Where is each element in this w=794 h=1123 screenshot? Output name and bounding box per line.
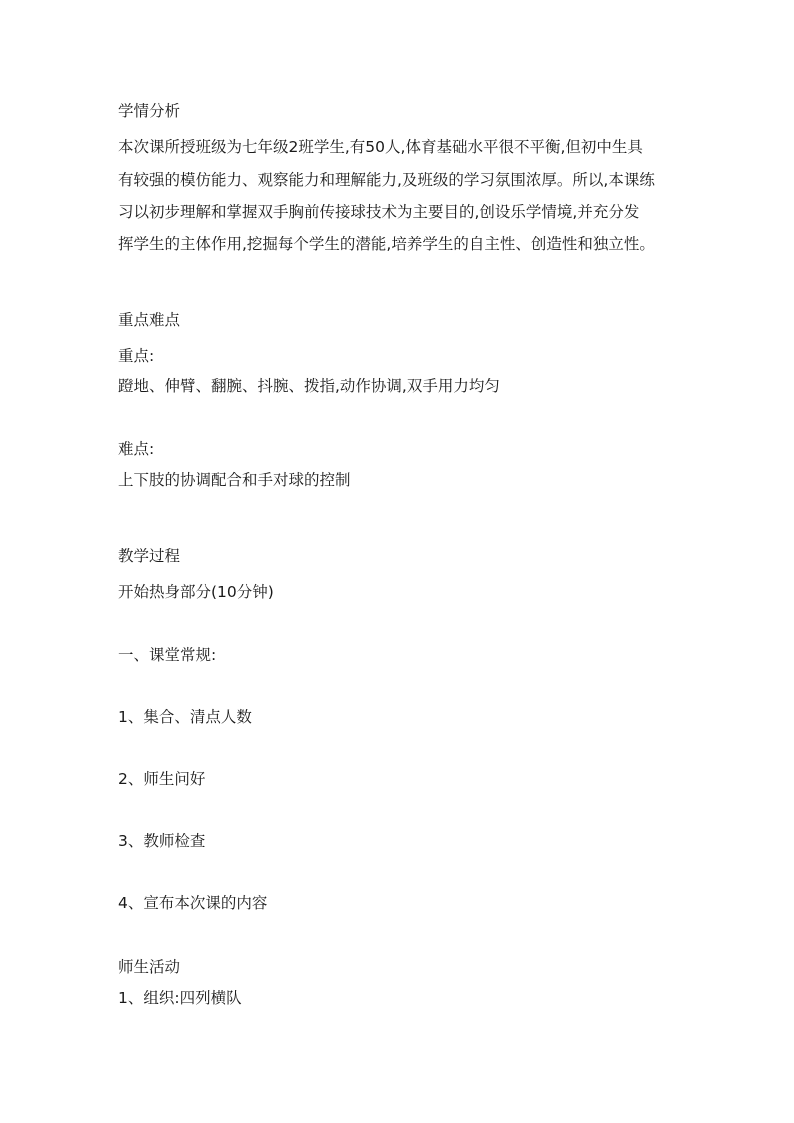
activity-item: 1、组织:四列横队 <box>118 989 242 1007</box>
analysis-heading: 学情分析 <box>118 102 181 120</box>
process-heading: 教学过程 <box>118 547 181 565</box>
focus-label: 重点: <box>118 347 155 365</box>
difficulty-label: 难点: <box>118 440 155 458</box>
routine-item: 4、宣布本次课的内容 <box>118 894 268 912</box>
difficulty-text: 上下肢的协调配合和手对球的控制 <box>118 471 351 489</box>
activities-heading: 师生活动 <box>118 958 181 976</box>
analysis-paragraph-line: 有较强的模仿能力、观察能力和理解能力,及班级的学习氛围浓厚。所以,本课练 <box>118 171 655 189</box>
routine-title: 一、课堂常规: <box>118 646 217 664</box>
analysis-paragraph-line: 习以初步理解和掌握双手胸前传接球技术为主要目的,创设乐学情境,并充分发 <box>118 203 640 221</box>
key-points-heading: 重点难点 <box>118 311 181 329</box>
focus-text: 蹬地、伸臂、翻腕、抖腕、拨指,动作协调,双手用力均匀 <box>118 377 500 395</box>
routine-item: 2、师生问好 <box>118 770 206 788</box>
analysis-paragraph-line: 本次课所授班级为七年级2班学生,有50人,体育基础水平很不平衡,但初中生具 <box>118 138 643 156</box>
analysis-paragraph-line: 挥学生的主体作用,挖掘每个学生的潜能,培养学生的自主性、创造性和独立性。 <box>118 235 655 253</box>
routine-item: 1、集合、清点人数 <box>118 708 252 726</box>
warmup-text: 开始热身部分(10分钟) <box>118 583 274 601</box>
routine-item: 3、教师检查 <box>118 832 206 850</box>
